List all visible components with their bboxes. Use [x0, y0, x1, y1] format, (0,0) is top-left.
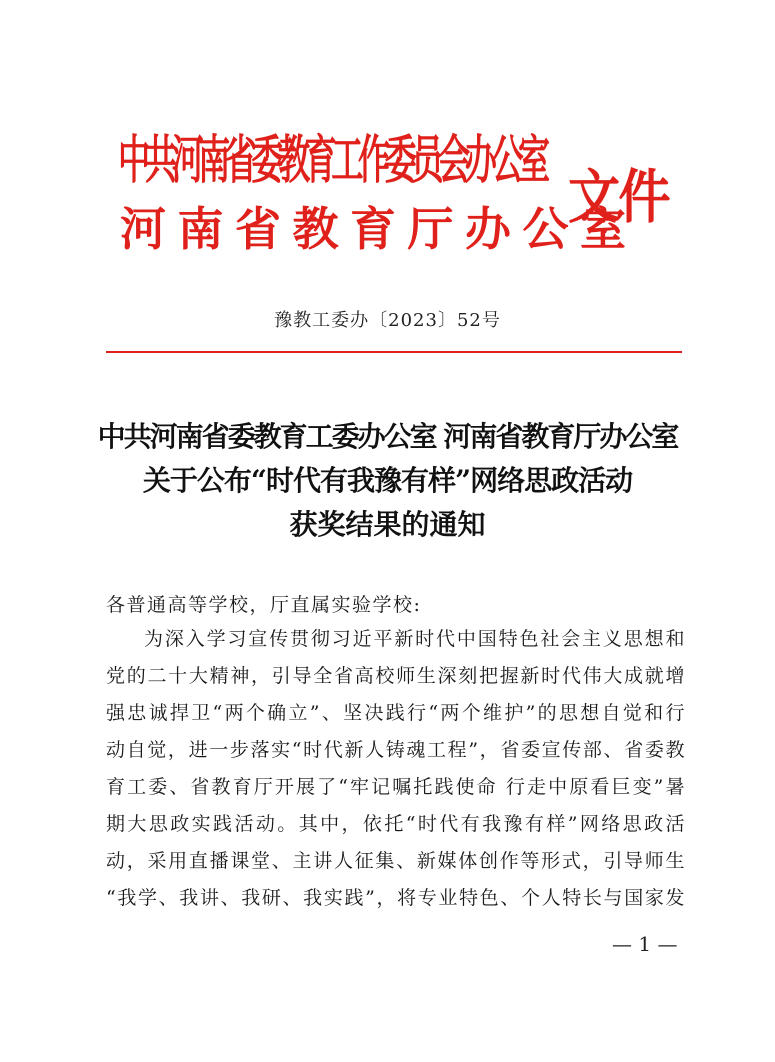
body-line: “我学、我讲、我研、我实践”，将专业特色、个人特长与国家发	[106, 887, 686, 909]
masthead-suffix: 文件	[568, 163, 669, 231]
body-line: 党的二十大精神，引导全省高校师生深刻把握新时代伟大成就增	[106, 665, 686, 687]
body-line: 强忠诚捍卫“两个确立”、坚决践行“两个维护”的思想自觉和行	[106, 702, 686, 724]
masthead-issuer-2: 河南省教育厅办公室	[120, 202, 638, 256]
title-line-1: 中共河南省委教育工委办公室 河南省教育厅办公室	[97, 420, 678, 453]
document-number: 豫教工委办〔2023〕52号	[274, 310, 501, 331]
masthead-issuer-1: 中共河南省委教育工作委员会办公室	[118, 130, 545, 191]
page-number: — 1 —	[612, 932, 678, 956]
body-line: 育工委、省教育厅开展了“牢记嘱托践使命 行走中原看巨变”暑	[106, 776, 686, 798]
title-line-3: 获奖结果的通知	[289, 508, 486, 541]
title-line-2: 关于公布“时代有我豫有样”网络思政活动	[142, 464, 633, 497]
red-divider	[106, 351, 682, 353]
body-line: 动，采用直播课堂、主讲人征集、新媒体创作等形式，引导师生	[106, 850, 686, 872]
body-line: 期大思政实践活动。其中，依托“时代有我豫有样”网络思政活	[106, 813, 686, 835]
body-line: 动自觉，进一步落实“时代新人铸魂工程”，省委宣传部、省委教	[106, 739, 686, 761]
body-line: 为深入学习宣传贯彻习近平新时代中国特色社会主义思想和	[144, 628, 686, 650]
salutation: 各普通高等学校，厅直属实验学校:	[106, 594, 422, 616]
